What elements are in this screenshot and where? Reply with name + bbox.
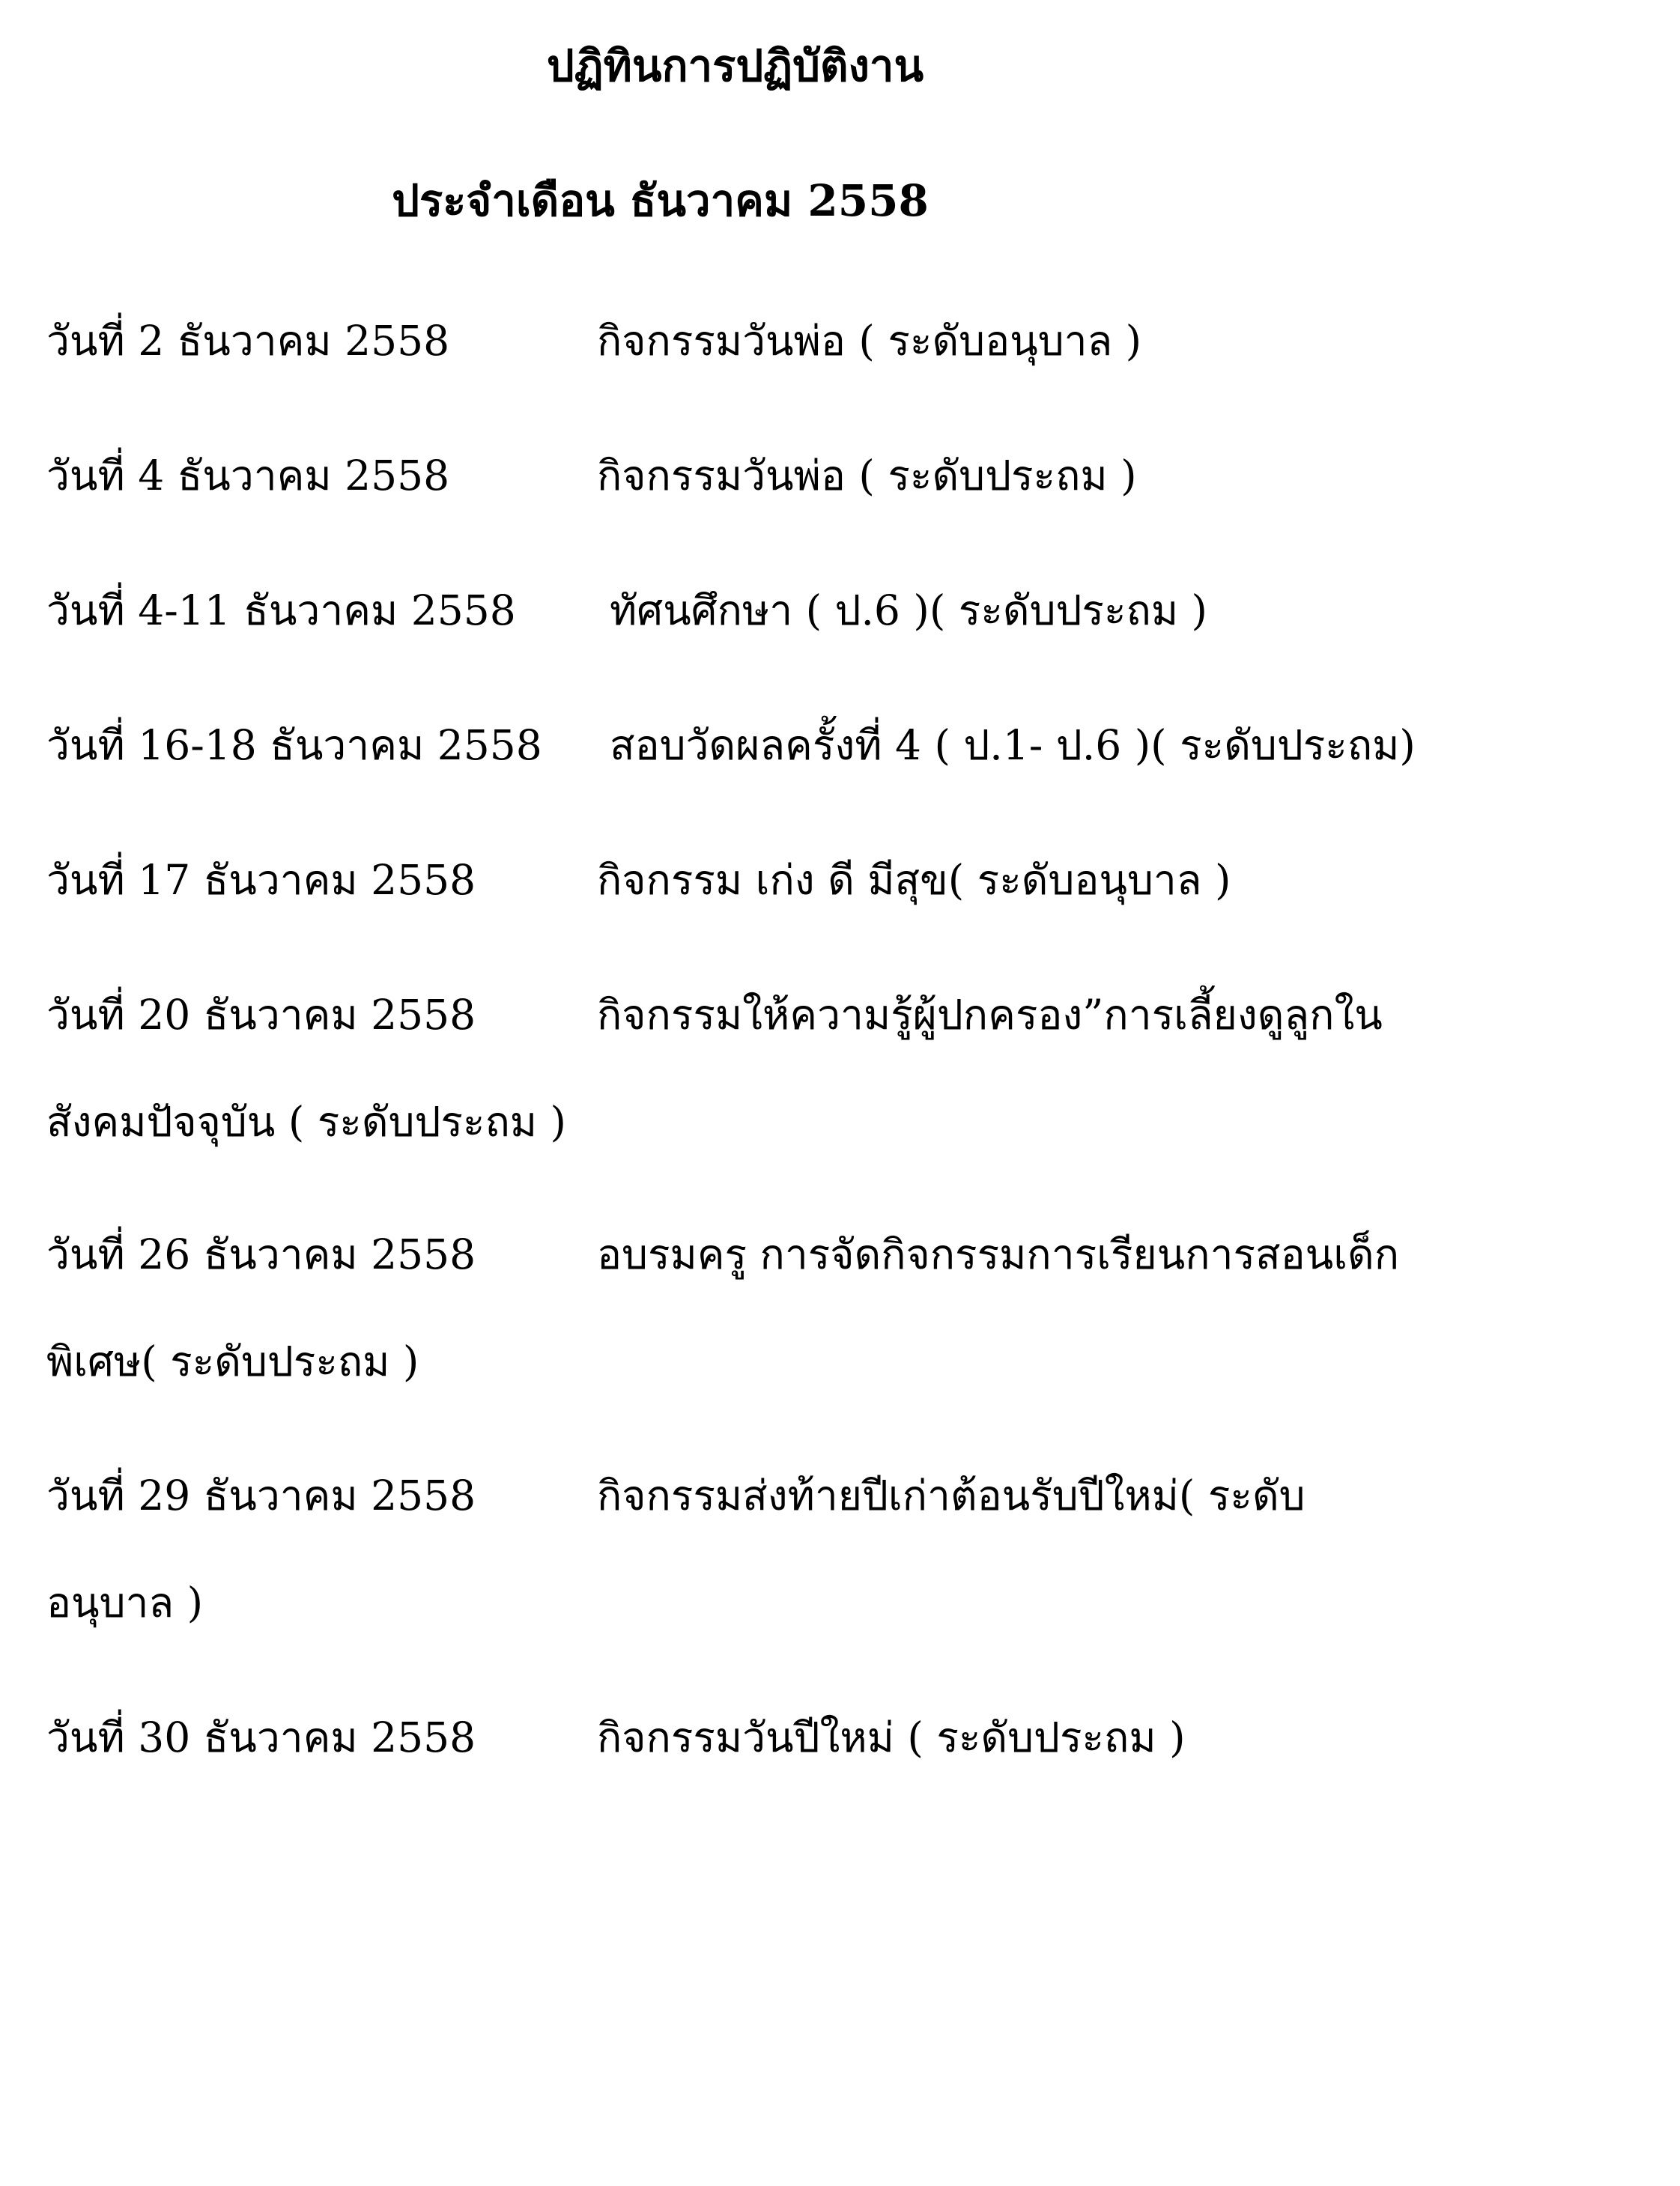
entry-event: สอบวัดผลครั้งที่ 4 ( ป.1- ป.6 )( ระดับประถม) bbox=[610, 721, 1416, 769]
entry-date: วันที่ 4 ธันวาคม 2558 bbox=[46, 452, 450, 500]
entry-event-continuation: พิเศษ( ระดับประถม ) bbox=[46, 1338, 419, 1385]
entry-event-continuation: อนุบาล ) bbox=[46, 1579, 204, 1627]
entry-date: วันที่ 17 ธันวาคม 2558 bbox=[46, 856, 476, 904]
entry-event: อบรมครู การจัดกิจกรรมการเรียนการสอนเด็ก bbox=[597, 1230, 1400, 1278]
entry-event: กิจกรรมวันพ่อ ( ระดับอนุบาล ) bbox=[597, 317, 1142, 365]
entry-event: กิจกรรมให้ความรู้ผู้ปกครอง”การเลี้ยงดูลูกใน bbox=[597, 991, 1383, 1039]
entry-date: วันที่ 20 ธันวาคม 2558 bbox=[46, 991, 476, 1039]
entry-event: กิจกรรม เก่ง ดี มีสุข( ระดับอนุบาล ) bbox=[597, 856, 1231, 904]
entry-date: วันที่ 30 ธันวาคม 2558 bbox=[46, 1713, 476, 1761]
document-subtitle: ประจำเดือน ธันวาคม 2558 bbox=[392, 175, 929, 226]
entry-date: วันที่ 26 ธันวาคม 2558 bbox=[46, 1230, 476, 1278]
entry-event: กิจกรรมวันพ่อ ( ระดับประถม ) bbox=[597, 452, 1137, 500]
entry-date: วันที่ 29 ธันวาคม 2558 bbox=[46, 1472, 476, 1519]
entry-event: กิจกรรมวันปีใหม่ ( ระดับประถม ) bbox=[597, 1713, 1186, 1761]
entry-event: ทัศนศึกษา ( ป.6 )( ระดับประถม ) bbox=[610, 586, 1208, 634]
entry-event: กิจกรรมส่งท้ายปีเก่าต้อนรับปีใหม่( ระดับ bbox=[597, 1472, 1306, 1519]
entry-date: วันที่ 4-11 ธันวาคม 2558 bbox=[46, 586, 516, 634]
entry-event-continuation: สังคมปัจจุบัน ( ระดับประถม ) bbox=[46, 1098, 566, 1146]
document-title: ปฏิทินการปฏิบัติงาน bbox=[546, 40, 924, 91]
entry-date: วันที่ 2 ธันวาคม 2558 bbox=[46, 317, 450, 365]
entry-date: วันที่ 16-18 ธันวาคม 2558 bbox=[46, 721, 542, 769]
